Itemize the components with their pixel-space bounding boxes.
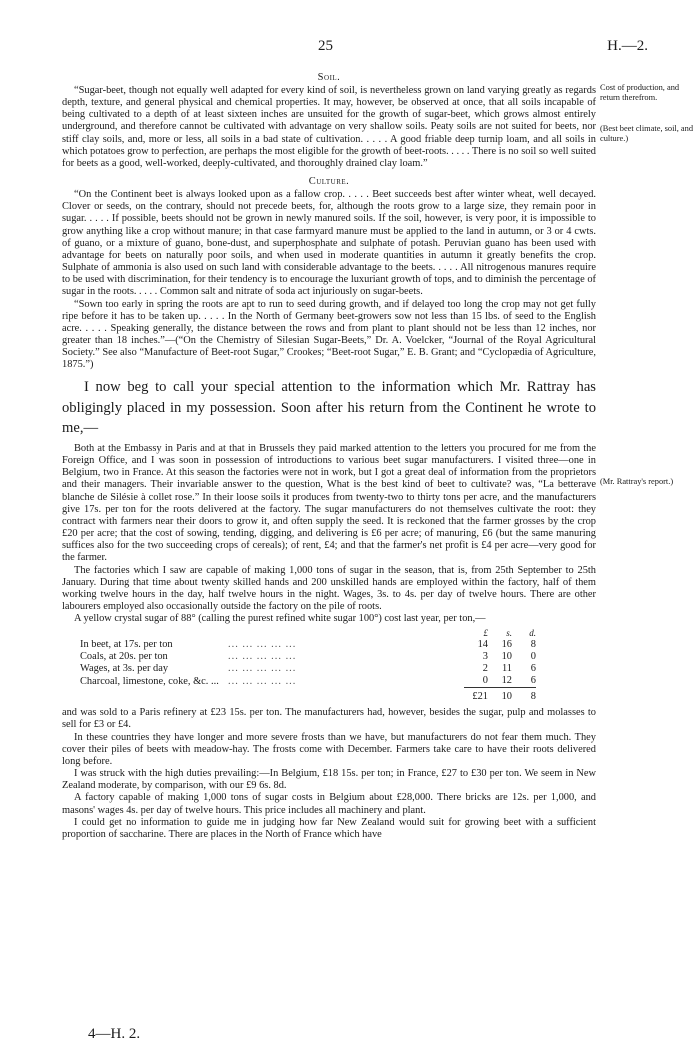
margin-note-climate: (Best beet climate, soil, and culture.) <box>600 124 694 143</box>
margin-note-cost: Cost of production, and return therefrom. <box>600 83 680 102</box>
rattray-intro-paragraph: I now beg to call your special attention to the information which Mr. Rattray has obligingly placed in my possession. Soon after his return from the Continent he wrote to me,— <box>62 379 596 437</box>
culture-paragraph-2: “Sown too early in spring the roots are apt to run to seed during growth, and if delayed too long the crop may not get fully ripe before it has to be taken up. . . . . In the North of Germany beet-growers sow not less than 15 lbs. of seed to the English acre. . . . . Speaking generally, the distance between the rows and from plant to plant should not be less than 12 inches, nor greater than 18 inches.”—(“On the Chemistry of Silesian Sugar-Beets,” Dr. A. Voelcker, “Journal of the Royal Agricultural Society.” See also “Manufacture of Beet-root Sugar,” Crookes; “Beet-root Sugar,” E. B. Grant; and “Cyclopædia of Agriculture, 1875.”) <box>62 298 596 371</box>
table-row <box>80 675 536 688</box>
letter-paragraph-7: A factory capable of making 1,000 tons of sugar costs in Belgium about £28,000. There bricks are 12s. per 1,000, and masons' wages 4s. per day of twelve hours. This price includes all machinery and plant. <box>62 792 596 816</box>
section-heading-soil: Soil. <box>317 72 341 83</box>
letter-paragraph-1: Both at the Embassy in Paris and at that in Brussels they paid marked attention to the letters you procured for me from the Foreign Office, and I was soon in possession of introductions to various beet sugar manufacturers. I visited three—one in Belgium, two in France. At this season the factories were not in work, but I got a great deal of information from the proprietors and their managers. Their invariable answer to the question, What is the best kind of beet to cultivate? was, “La betterave blanche de Silésie à collet rose.” In their loose soils it produces from twenty-two to thirty tons per acre, and the manufacturers give 17s. per ton for the roots delivered at the factory. The sugar manufacturers do not themselves cultivate the root: they contract with farmers near their doors to grow it, and often supply the seed. It is reckoned that the farmer grosses by the crop £20 per acre; that the cost of sowing, tending, digging, and delivering is £6 per acre; of manuring, £6 (but the same manuring suffices also for the two succeeding crops of cereals); of rent, £4; and that the farmer's net profit is £4 per acre—very good for the farmer. <box>62 442 596 564</box>
margin-note-rattray: (Mr. Rattray's report.) <box>600 477 674 486</box>
cost-pounds: 0 <box>482 675 488 687</box>
total-pounds: £21 <box>464 688 488 704</box>
cost-pounds: 14 <box>477 639 488 651</box>
letter-paragraph-5: In these countries they have longer and more severe frosts than we have, but manufacturers do not fear them much. They cover their piles of beets with meadow-hay. The frosts come with December. Farmers take care to have their roots delivered long before. <box>62 731 596 767</box>
section-heading-culture: Culture. <box>308 176 350 188</box>
cost-pence: 6 <box>530 663 536 675</box>
cost-total-row <box>80 688 536 704</box>
cost-pounds: 3 <box>482 651 488 663</box>
col-pounds: £ <box>483 628 488 639</box>
culture-paragraph-1: “On the Continent beet is always looked upon as a fallow crop. . . . . Beet succeeds best after winter wheat, well decayed. Clover or seeds, on the contrary, should not precede beets, for, although the roots grow to a large size, they remain poor in sugar. . . . . If possible, beets should not be grown in newly manured soils. If the soil, however, is very poor, it is impossible to grow anything like a crop without manure; in that case farmyard manure must be applied to the land in autumn, or 3 or 4 cwts. of guano, or a mixture of guano, bone-dust, and superphosphate and sulphate of potash. Peruvian guano has been used with advantage for beets on naturally poor soils, and when used in moderate quantities in autumn it greatly benefits the crop. Sulphate of ammonia is also used on such land with considerable advantage to the beets. . . . . All nitrogenous manures require to be used with discrimination, for their tendency is to encourage the luxuriant growth of tops, and to diminish the percentage of sugar in the roots. . . . . Common salt and nitrate of soda act injuriously on sugar-beets. <box>62 189 596 298</box>
page-header <box>0 38 700 58</box>
sugar-cost-table <box>80 627 536 703</box>
letter-paragraph-8: I could get no information to guide me in judging how far New Zealand would suit for growing beet with a sufficient proportion of saccharine. There are places in the North of France which have <box>62 816 596 840</box>
letter-paragraph-3: A yellow crystal sugar of 88° (calling the purest refined white sugar 100°) cost last year, per ton,— <box>74 613 486 625</box>
cost-shillings: 16 <box>501 639 512 651</box>
cost-shillings: 11 <box>501 663 512 675</box>
table-row <box>80 663 536 675</box>
main-text <box>62 72 596 841</box>
page-number: 25 <box>318 38 333 54</box>
cost-item: Charcoal, limestone, coke, &c. ... <box>80 675 219 687</box>
letter-paragraph-4: and was sold to a Paris refinery at £23 15s. per ton. The manufacturers had, however, besides the sugar, pulp and molasses to sell for £3 or £4. <box>62 707 596 731</box>
cost-item: Wages, at 3s. per day <box>80 663 169 675</box>
letter-paragraph-2: The factories which I saw are capable of making 1,000 tons of sugar in the season, that is, from 25th September to 25th January. During that time about twenty skilled hands and 200 unskilled hands are employed within the factory, half of them working twelve hours in the day, half twelve hours in the night. Wages, 3s. to 4s. per day of twelve hours. There are other labourers employed also occasionally outside the factory on the pile of roots. <box>62 564 596 612</box>
cost-pence: 8 <box>530 639 536 651</box>
cost-pounds: 2 <box>482 663 488 675</box>
col-pence: d. <box>529 628 536 639</box>
soil-paragraph: “Sugar-beet, though not equally well adapted for every kind of soil, is nevertheless grown on land varying greatly as regards depth, texture, and general physical and chemical properties. It may, however, be observed at once, that all soils incapable of being cultivated to a depth of at least sixteen inches are unsuited for the growth of sugar-beet, which grows almost entirely underground, and therefore cannot be cultivated with advantage on very shallow soils. Peaty soils are not suited for beets, nor stiff clay soils, and, more or less, all soils in a bad state of cultivation. . . . . A good friable deep turnip loam, and all soils in which potatoes grow to perfection, are perhaps the most eligible for the growth of beet-roots. . . . . There is no soil so well suited for beets as a good, well-worked, deeply-cultivated, and thoroughly drained clay loam.” <box>62 85 596 169</box>
page-footer-signature: 4—H. 2. <box>88 1026 141 1042</box>
total-pence: 8 <box>512 688 536 704</box>
col-shillings: s. <box>506 628 512 639</box>
leader-dots: ... ... ... ... ... <box>228 663 297 675</box>
letter-paragraph-6: I was struck with the high duties prevailing:—In Belgium, £18 15s. per ton; in France, £27 to £30 per ton. We seem in New Zealand moderate, by comparison, with our £9 6s. 8d. <box>62 768 596 792</box>
leader-dots: ... ... ... ... ... <box>228 639 297 651</box>
cost-table-header <box>80 627 536 639</box>
cost-item: Coals, at 20s. per ton <box>80 651 168 663</box>
table-row <box>80 639 536 651</box>
document-reference: H.—2. <box>607 38 648 54</box>
leader-dots: ... ... ... ... ... <box>228 675 297 687</box>
cost-shillings: 12 <box>501 675 512 687</box>
cost-item: In beet, at 17s. per ton <box>80 639 173 651</box>
leader-dots: ... ... ... ... ... <box>228 651 297 663</box>
cost-shillings: 10 <box>501 651 512 663</box>
cost-pence: 6 <box>530 675 536 687</box>
table-row <box>80 651 536 663</box>
cost-pence: 0 <box>530 651 536 663</box>
total-shillings: 10 <box>488 688 512 704</box>
